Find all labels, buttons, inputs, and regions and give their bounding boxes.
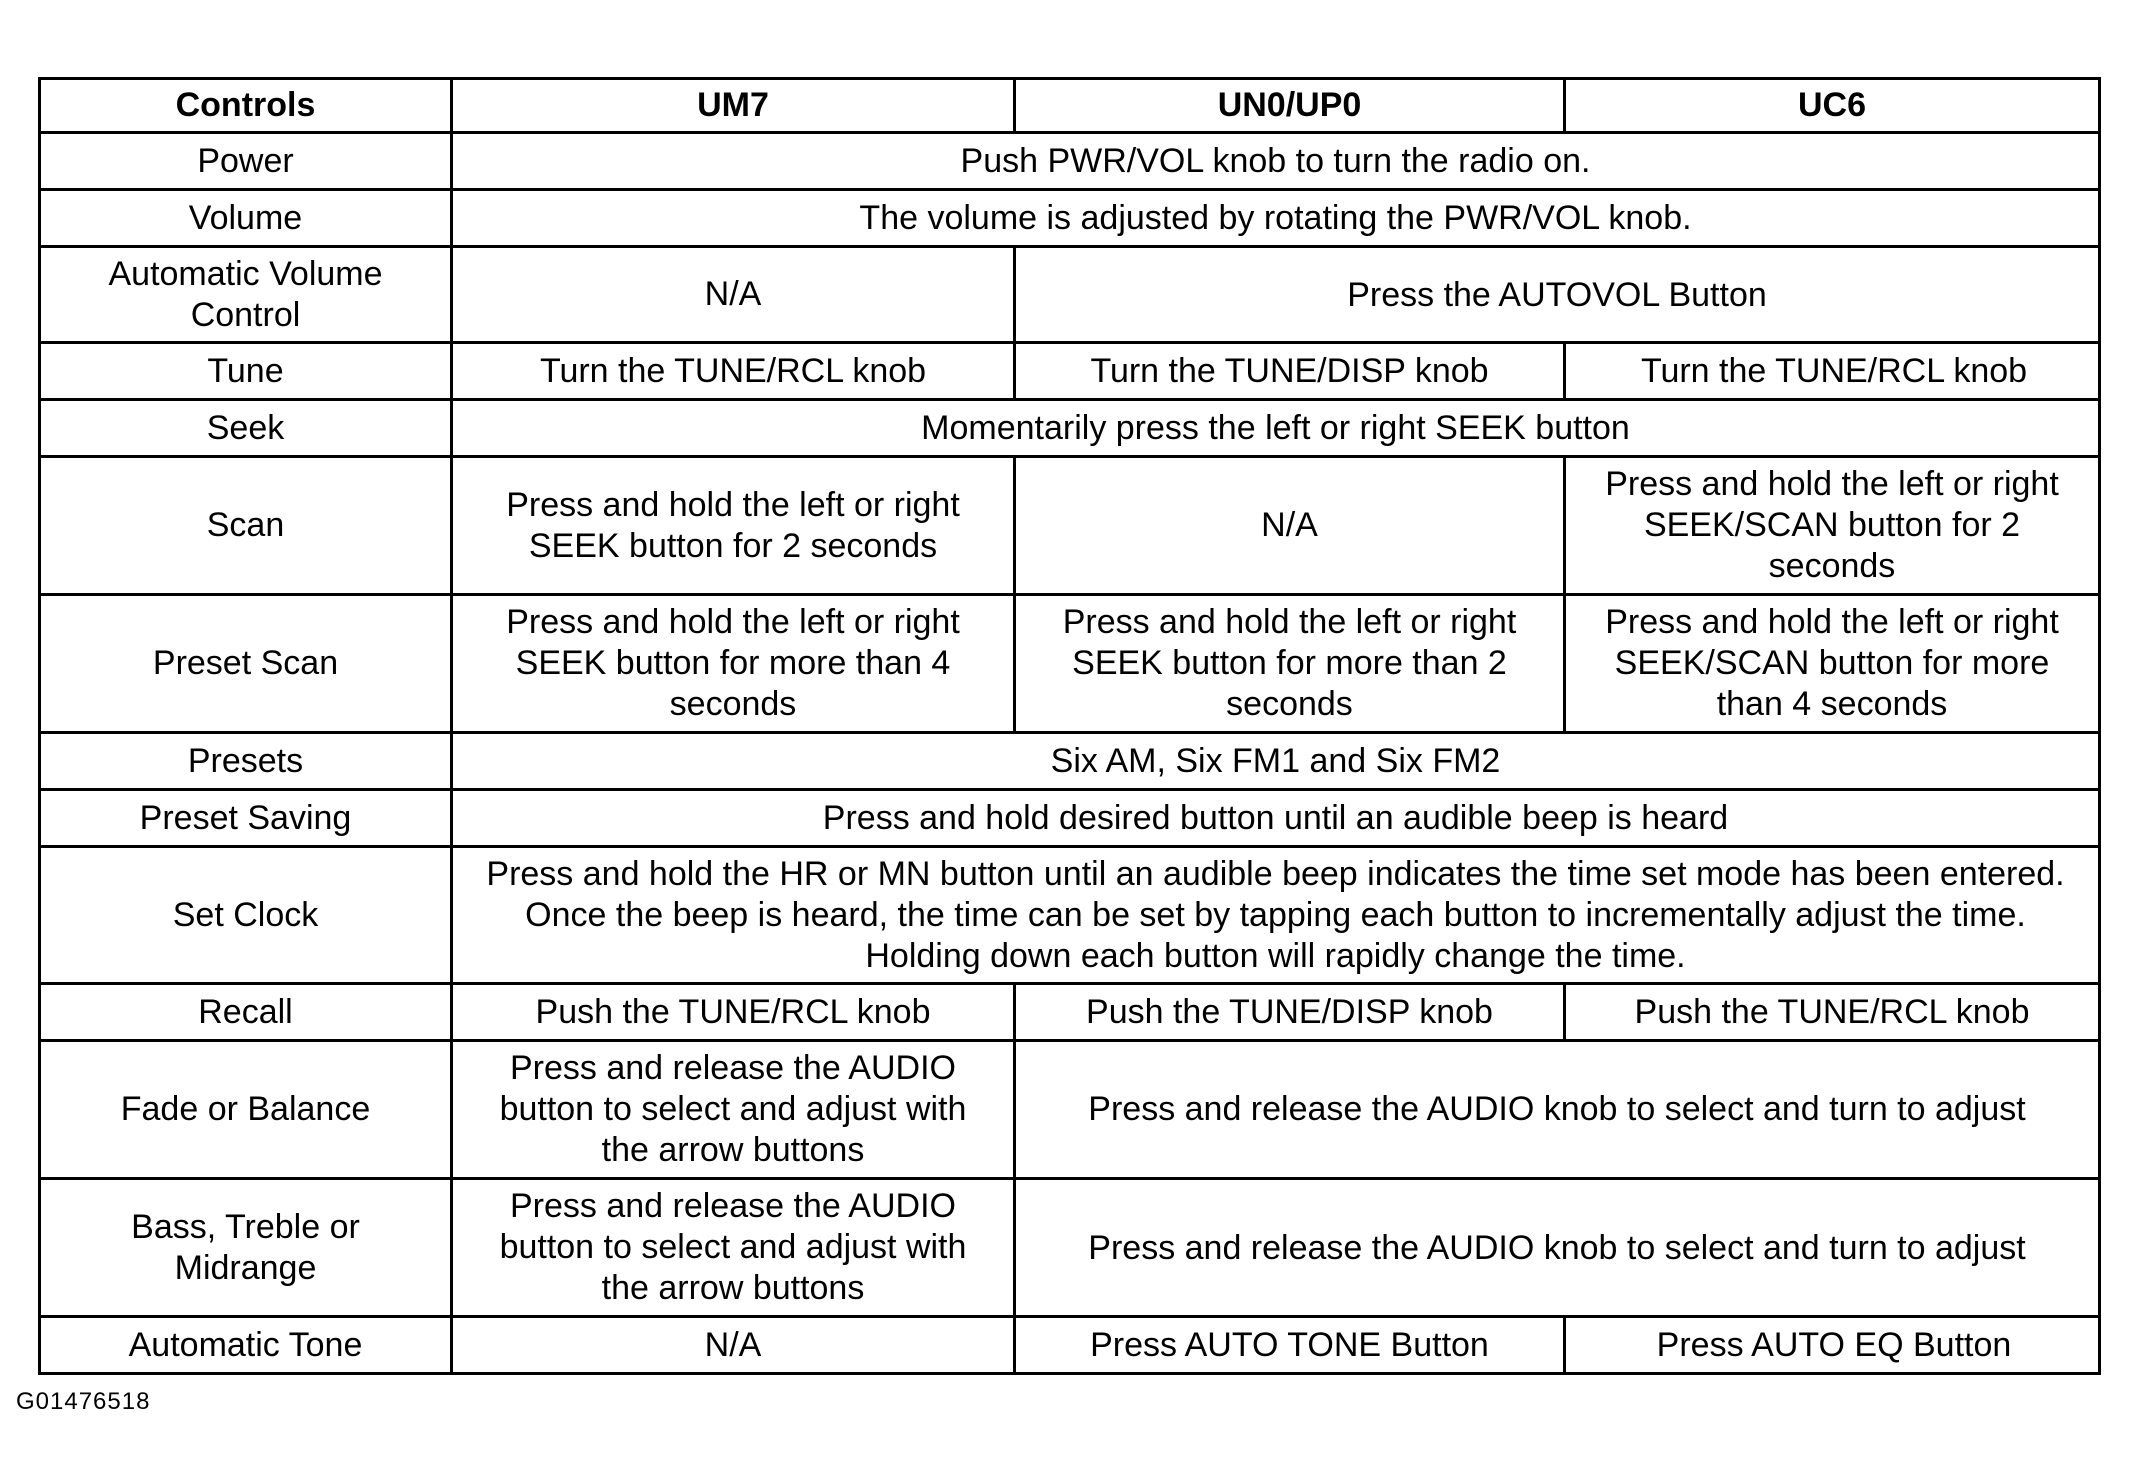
table-row bbox=[40, 400, 2100, 457]
controls-table-container bbox=[38, 77, 2098, 1375]
row-label-preset-scan: Preset Scan bbox=[40, 595, 452, 733]
fade-balance-um7: Press and release the AUDIO button to select and adjust with the arrow buttons bbox=[452, 1041, 1015, 1179]
table-row bbox=[40, 457, 2100, 595]
table-row bbox=[40, 847, 2100, 984]
table-row bbox=[40, 984, 2100, 1041]
recall-um7: Push the TUNE/RCL knob bbox=[452, 984, 1015, 1041]
scan-un0up0: N/A bbox=[1015, 457, 1565, 595]
row-label-power: Power bbox=[40, 133, 452, 190]
preset-scan-un0up0: Press and hold the left or right SEEK button for more than 2 seconds bbox=[1015, 595, 1565, 733]
tune-uc6: Turn the TUNE/RCL knob bbox=[1565, 343, 2100, 400]
table-row bbox=[40, 343, 2100, 400]
scan-um7: Press and hold the left or right SEEK button for 2 seconds bbox=[452, 457, 1015, 595]
bass-treble-other-models: Press and release the AUDIO knob to select and turn to adjust bbox=[1015, 1179, 2100, 1317]
row-label-seek: Seek bbox=[40, 400, 452, 457]
set-clock-all-models: Press and hold the HR or MN button until an audible beep indicates the time set mode has been entered. Once the beep is heard, the time can be set by tapping each button to incrementally adjust the time. Holding down each button will rapidly change the time. bbox=[452, 847, 2100, 984]
row-label-recall: Recall bbox=[40, 984, 452, 1041]
tune-um7: Turn the TUNE/RCL knob bbox=[452, 343, 1015, 400]
automatic-tone-um7: N/A bbox=[452, 1317, 1015, 1374]
fade-balance-other-models: Press and release the AUDIO knob to select and turn to adjust bbox=[1015, 1041, 2100, 1179]
table-row bbox=[40, 1041, 2100, 1179]
table-row bbox=[40, 595, 2100, 733]
row-label-tune: Tune bbox=[40, 343, 452, 400]
preset-scan-um7: Press and hold the left or right SEEK button for more than 4 seconds bbox=[452, 595, 1015, 733]
table-row bbox=[40, 1179, 2100, 1317]
automatic-volume-um7: N/A bbox=[452, 247, 1015, 343]
table-header-row bbox=[40, 79, 2100, 133]
automatic-tone-uc6: Press AUTO EQ Button bbox=[1565, 1317, 2100, 1374]
radio-controls-table bbox=[38, 77, 2101, 1375]
power-all-models: Push PWR/VOL knob to turn the radio on. bbox=[452, 133, 2100, 190]
seek-all-models: Momentarily press the left or right SEEK button bbox=[452, 400, 2100, 457]
table-row bbox=[40, 733, 2100, 790]
header-controls: Controls bbox=[40, 79, 452, 133]
row-label-scan: Scan bbox=[40, 457, 452, 595]
tune-un0up0: Turn the TUNE/DISP knob bbox=[1015, 343, 1565, 400]
header-uc6: UC6 bbox=[1565, 79, 2100, 133]
row-label-volume: Volume bbox=[40, 190, 452, 247]
automatic-volume-other-models: Press the AUTOVOL Button bbox=[1015, 247, 2100, 343]
row-label-automatic-tone: Automatic Tone bbox=[40, 1317, 452, 1374]
table-row bbox=[40, 133, 2100, 190]
table-row bbox=[40, 1317, 2100, 1374]
automatic-tone-un0up0: Press AUTO TONE Button bbox=[1015, 1317, 1565, 1374]
scan-uc6: Press and hold the left or right SEEK/SCAN button for 2 seconds bbox=[1565, 457, 2100, 595]
volume-all-models: The volume is adjusted by rotating the PWR/VOL knob. bbox=[452, 190, 2100, 247]
row-label-preset-saving: Preset Saving bbox=[40, 790, 452, 847]
row-label-fade-balance: Fade or Balance bbox=[40, 1041, 452, 1179]
header-un0up0: UN0/UP0 bbox=[1015, 79, 1565, 133]
table-row bbox=[40, 790, 2100, 847]
row-label-bass-treble: Bass, Treble or Midrange bbox=[40, 1179, 452, 1317]
preset-scan-uc6: Press and hold the left or right SEEK/SCAN button for more than 4 seconds bbox=[1565, 595, 2100, 733]
recall-uc6: Push the TUNE/RCL knob bbox=[1565, 984, 2100, 1041]
preset-saving-all-models: Press and hold desired button until an audible beep is heard bbox=[452, 790, 2100, 847]
presets-all-models: Six AM, Six FM1 and Six FM2 bbox=[452, 733, 2100, 790]
row-label-presets: Presets bbox=[40, 733, 452, 790]
table-row bbox=[40, 247, 2100, 343]
bass-treble-um7: Press and release the AUDIO button to select and adjust with the arrow buttons bbox=[452, 1179, 1015, 1317]
figure-id: G01476518 bbox=[16, 1388, 151, 1415]
table-row bbox=[40, 190, 2100, 247]
header-um7: UM7 bbox=[452, 79, 1015, 133]
row-label-automatic-volume: Automatic Volume Control bbox=[40, 247, 452, 343]
recall-un0up0: Push the TUNE/DISP knob bbox=[1015, 984, 1565, 1041]
row-label-set-clock: Set Clock bbox=[40, 847, 452, 984]
